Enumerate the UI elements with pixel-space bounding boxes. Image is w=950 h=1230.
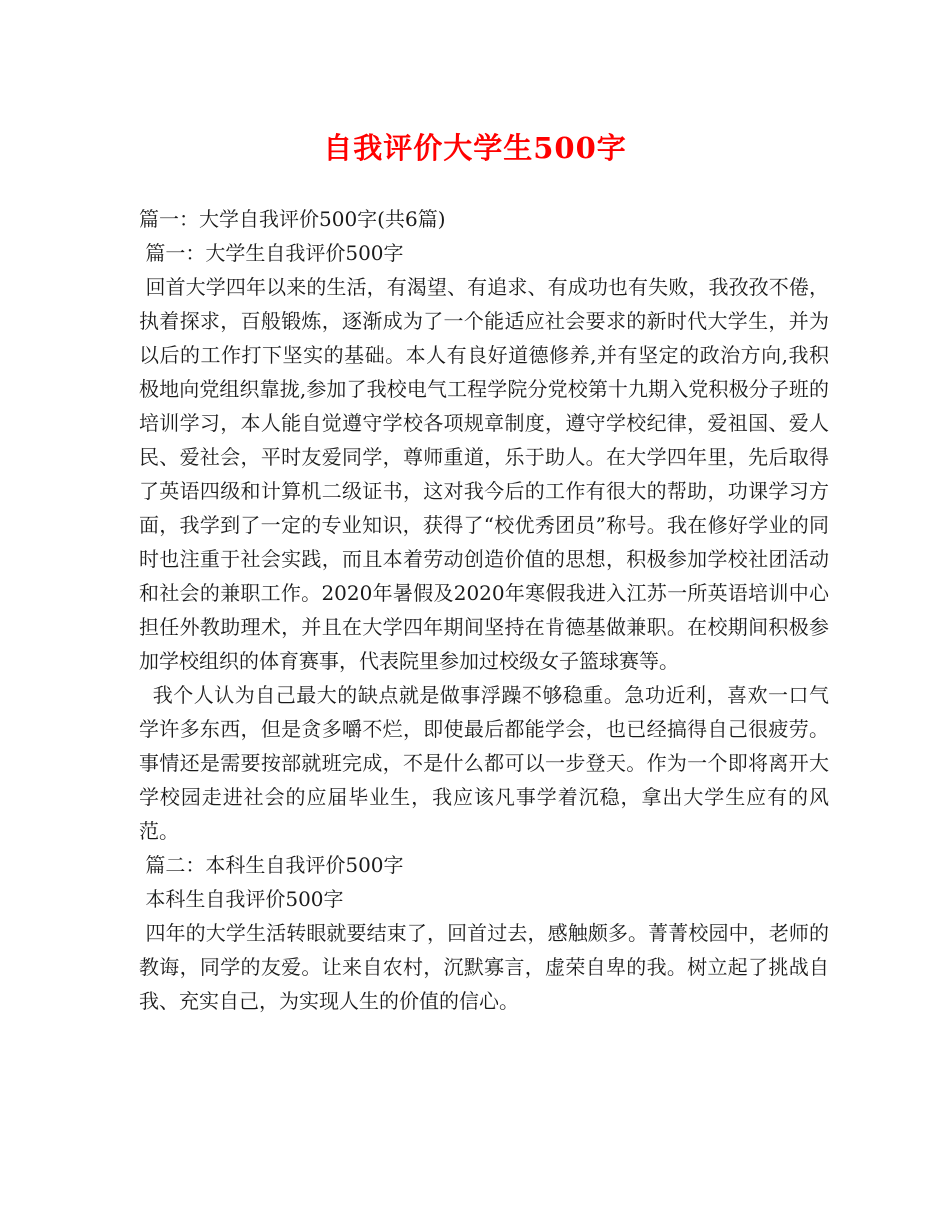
document-title: 自我评价大学生500字 (323, 131, 627, 165)
document-body (139, 202, 829, 1018)
body-paragraph-1: 回首大学四年以来的生活，有渴望、有追求、有成功也有失败，我孜孜不倦，执着探求，百般锻炼，逐渐成为了一个能适应社会要求的新时代大学生，并为以后的工作打下坚实的基础。本人有良好道德修养,并有坚定的政治方向,我积极地向党组织靠拢,参加了我校电气工程学院分党校第十九期入党积极分子班的培训学习，本人能自觉遵守学校各项规章制度，遵守学校纪律，爱祖国、爱人民、爱社会，平时友爱同学，尊师重道，乐于助人。在大学四年里，先后取得了英语四级和计算机二级证书，这对我今后的工作有很大的帮助，功课学习方面，我学到了一定的专业知识，获得了“校优秀团员”称号。我在修好学业的同时也注重于社会实践，而且本着劳动创造价值的思想，积极参加学校社团活动和社会的兼职工作。2020年暑假及2020年寒假我进入江苏一所英语培训中心担任外教助理术，并且在大学四年期间坚持在肯德基做兼职。在校期间积极参加学校组织的体育赛事，代表院里参加过校级女子篮球赛等。 (139, 275, 830, 673)
section-heading-2: 篇二：本科生自我评价500字 (139, 853, 404, 877)
subsection-heading-2: 本科生自我评价500字 (139, 887, 344, 911)
body-paragraph-3: 四年的大学生活转眼就要结束了，回首过去，感触颇多。菁菁校园中，老师的教诲，同学的友爱。让来自农村，沉默寡言，虚荣自卑的我。树立起了挑战自我、充实自己，为实现人生的价值的信心。 (139, 921, 830, 1013)
subsection-heading-1: 篇一：大学生自我评价500字 (139, 241, 404, 265)
section-heading-1: 篇一：大学自我评价500字(共6篇) (139, 207, 446, 231)
body-paragraph-2: 我个人认为自己最大的缺点就是做事浮躁不够稳重。急功近利，喜欢一口气学许多东西，但是贪多嚼不烂，即使最后都能学会，也已经搞得自己很疲劳。事情还是需要按部就班完成，不是什么都可以一步登天。作为一个即将离开大学校园走进社会的应届毕业生，我应该凡事学着沉稳，拿出大学生应有的风范。 (139, 683, 829, 843)
